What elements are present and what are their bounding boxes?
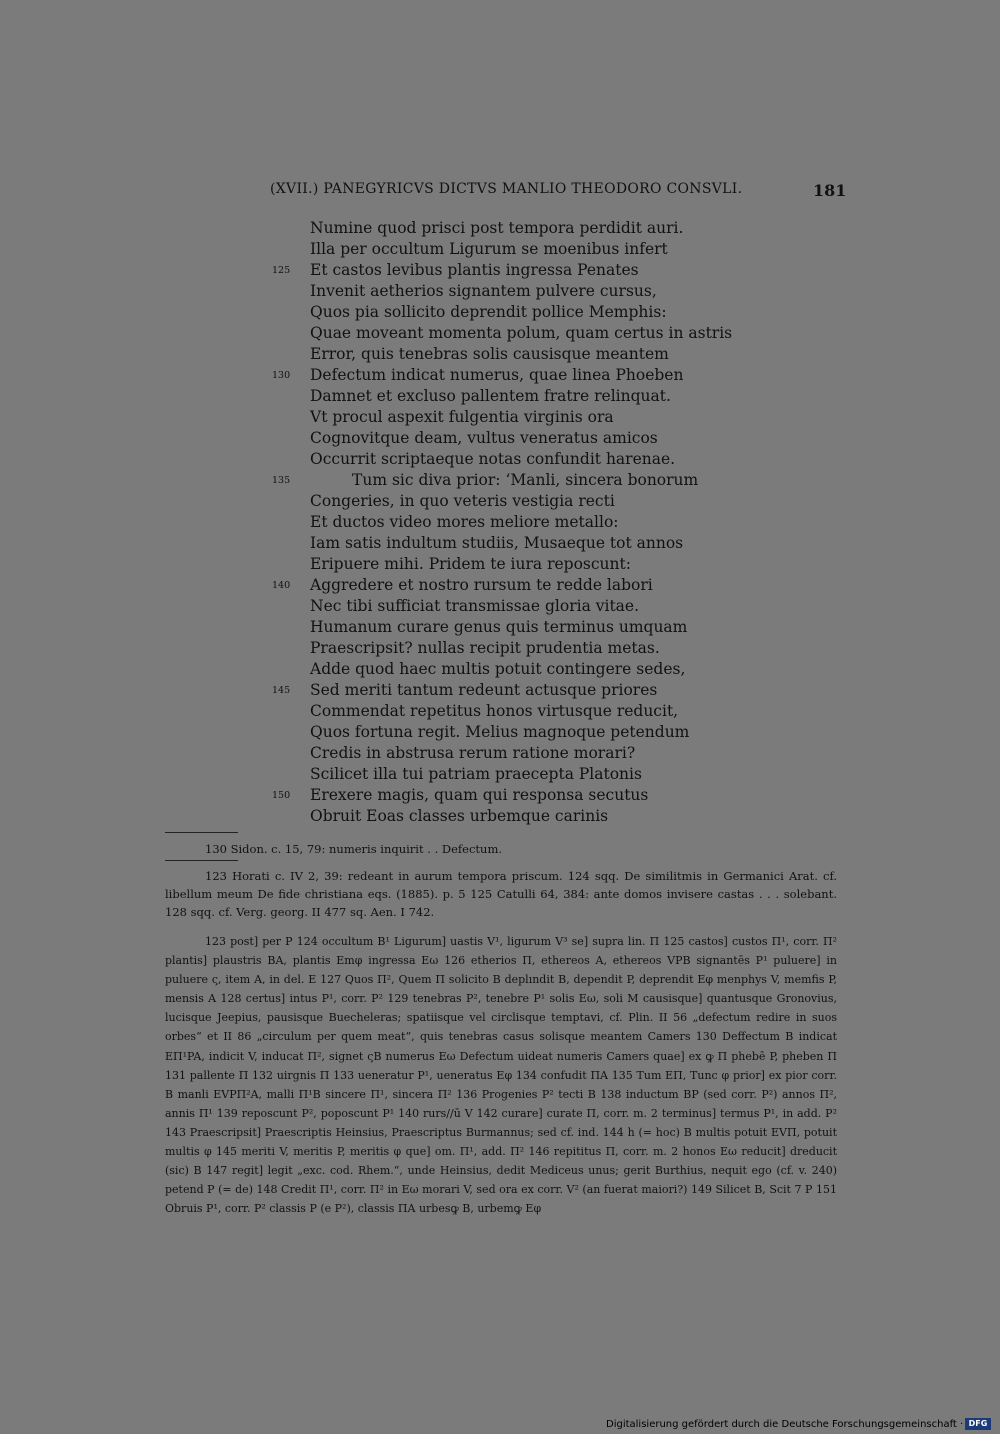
verse-line [0, 554, 1000, 575]
verse-number: 140 [272, 580, 291, 592]
verse-line [0, 785, 1000, 806]
verse-text: Vt procul aspexit fulgentia virginis ora [310, 408, 614, 427]
verse-text: Numine quod prisci post tempora perdidit auri. [310, 219, 684, 237]
page-number: 181 [813, 181, 847, 200]
verse-text: Quae moveant momenta polum, quam certus in astris [310, 324, 733, 343]
verse-text: Eripuere mihi. Pridem te iura reposcunt: [310, 555, 631, 574]
verse-text: Damnet et excluso pallentem fratre relinquat. [310, 387, 671, 406]
verse-text: Quos pia sollicito deprendit pollice Memphis: [310, 303, 667, 322]
verse-text: Praescripsit? nullas recipit prudentia metas. [310, 639, 660, 658]
verse-text: Obruit Eoas classes urbemque carinis [310, 807, 609, 826]
verse-line [0, 680, 1000, 701]
verse-line [0, 449, 1000, 470]
verse-line [0, 407, 1000, 428]
verse-text: Scilicet illa tui patriam praecepta Platonis [310, 765, 642, 784]
verse-text: Iam satis indultum studiis, Musaeque tot annos [310, 534, 684, 553]
footnote-rule [165, 832, 238, 833]
verse-line [0, 260, 1000, 281]
verse-line [0, 722, 1000, 743]
verse-line [0, 428, 1000, 449]
verse-line [0, 533, 1000, 554]
verse-number: 125 [272, 265, 291, 277]
verse-line [0, 386, 1000, 407]
verse-text: Erexere magis, quam qui responsa secutus [310, 786, 649, 805]
footnote-testimonia: 130 Sidon. c. 15, 79: numeris inquirit . . Defectum. [205, 842, 503, 856]
verse-text: Defectum indicat numerus, quae linea Phoeben [310, 366, 684, 385]
verse-text: Humanum curare genus quis terminus umquam [310, 618, 688, 637]
verse-line [0, 659, 1000, 680]
verse-line [0, 344, 1000, 365]
verse-text: Adde quod haec multis potuit contingere sedes, [310, 660, 686, 679]
verse-text: Illa per occultum Ligurum se moenibus infert [310, 240, 668, 259]
digitization-credit: Digitalisierung gefördert durch die Deutsche Forschungsgemeinschaft · [606, 1419, 964, 1430]
verse-line [0, 239, 1000, 260]
verse-text: Cognovitque deam, vultus veneratus amicos [310, 429, 658, 448]
verse-text: Error, quis tenebras solis causisque meantem [310, 345, 669, 364]
verse-line [0, 596, 1000, 617]
verse-text: Tum sic diva prior: ‘Manli, sincera bonorum [352, 471, 699, 490]
verse-line [0, 743, 1000, 764]
verse-number: 135 [272, 475, 291, 487]
verse-text: Nec tibi sufficiat transmissae gloria vitae. [310, 597, 640, 616]
verse-text: Invenit aetherios signantem pulvere cursus, [310, 282, 657, 301]
verse-line [0, 218, 1000, 239]
verse-text: Credis in abstrusa rerum ratione morari? [310, 744, 636, 763]
verse-number: 145 [272, 685, 291, 697]
verse-text: Et castos levibus plantis ingressa Penates [310, 261, 639, 280]
footnote-loci-similes: 123 Horati c. IV 2, 39: redeant in aurum tempora priscum. 124 sqq. De similitmis in Germanici Arat. cf. libellum meum De fide christiana eqs. (1885). p. 5 125 Catulli 64, 384: ante domos invisere castas . . . solebant. 128 sqq. cf. Verg. georg. II 477 sq. Aen. I 742. [165, 869, 837, 919]
verse-line [0, 701, 1000, 722]
verse-text: Congeries, in quo veteris vestigia recti [310, 492, 615, 511]
verse-line [0, 281, 1000, 302]
verse-line [0, 638, 1000, 659]
dfg-logo-icon: DFG [965, 1418, 991, 1430]
verse-line [0, 365, 1000, 386]
verse-number: 150 [272, 790, 291, 802]
verse-text: Commendat repetitus honos virtusque reducit, [310, 702, 679, 721]
verse-text: Sed meriti tantum redeunt actusque priores [310, 681, 658, 700]
verse-line [0, 764, 1000, 785]
verse-text: Occurrit scriptaeque notas confundit harenae. [310, 450, 676, 469]
verse-text: Et ductos video mores meliore metallo: [310, 513, 619, 532]
footnote-rule [165, 860, 238, 861]
verse-line [0, 470, 1000, 491]
verse-line [0, 575, 1000, 596]
footnote-apparatus: 123 post] per P 124 occultum B¹ Ligurum] uastis V¹, ligurum V³ se] supra lin. Π 125 castos] custos Π¹, corr. Π² plantis] plaustris BA, plantis Emφ ingressa Eω 126 etherios Π, ethereos A, ethereos VPB signantēs P¹ puluere] in puluere ς, item A, in del. E 127 Quos Π², Quem Π solicito B deplındit B, dependit P, deprendit Eφ menphys V, memfis P, mensis A 128 certus] intus P¹, corr. P² 129 tenebras P², tenebre P¹ solis Eω, soli M causisque] quantusque Gronovius, lucisque Jeepius, pausisque Buecheleras; spatiisque vel circlisque temptavi, cf. Plin. II 56 „defectum redire in suos orbes“ et II 86 „circulum per quem meat“, quis tenebras casus solisque meantem Camers 130 Deffectum B indicat EΠ¹PA, indicit V, inducat Π², signet ςB numerus Eω Defectum uideat numeris Camers quae] ex ꝙ Π phebē P, pheben Π 131 pallente Π 132 uirgnis Π 133 ueneratur P¹, ueneratus Eφ 134 confudit ΠA 135 Tum EΠ, Tunc φ prior] ex pior corr. B manli EVPΠ²A, malli Π¹B sincere Π¹, sincera Π² 136 Progenies P² tecti B 138 inductum BP (sed corr. P²) annos Π², annis Π¹ 139 reposcunt P², poposcunt P¹ 140 rurs//ū V 142 curare] curate Π, corr. m. 2 terminus] termus P¹, in add. P² 143 Praescripsit] Praescriptis Heinsius, Praescriptus Burmannus; sed cf. ind. 144 h (= hoc) B multis potuit EVΠ, potuit multis φ 145 meriti V, meritis P, meritis φ que] om. Π¹, add. Π² 146 repititus Π, corr. m. 2 honos Eω reducit] dreducit (sic) B 147 regit] legit „exc. cod. Rhem.“, unde Heinsius, dedit Mediceus unus; gerit Burthius, nequit ego (cf. v. 240) petend P (= de) 148 Credit Π¹, corr. Π² in Eω morari V, sed ora ex corr. V² (an fuerat maiori?) 149 Silicet B, Scit 7 P 151 Obruis P¹, corr. P² classis P (e P²), classis ΠA urbesꝙ B, urbemꝙ Eφ [165, 935, 837, 1216]
running-title: (XVII.) PANEGYRICVS DICTVS MANLIO THEODORO CONSVLI. [270, 181, 743, 197]
verse-block [0, 218, 1000, 827]
verse-line [0, 491, 1000, 512]
verse-line [0, 323, 1000, 344]
verse-text: Quos fortuna regit. Melius magnoque petendum [310, 723, 690, 742]
verse-line [0, 512, 1000, 533]
verse-number: 130 [272, 370, 291, 382]
verse-line [0, 302, 1000, 323]
verse-line [0, 617, 1000, 638]
verse-line [0, 806, 1000, 827]
verse-text: Aggredere et nostro rursum te redde labori [310, 576, 653, 595]
